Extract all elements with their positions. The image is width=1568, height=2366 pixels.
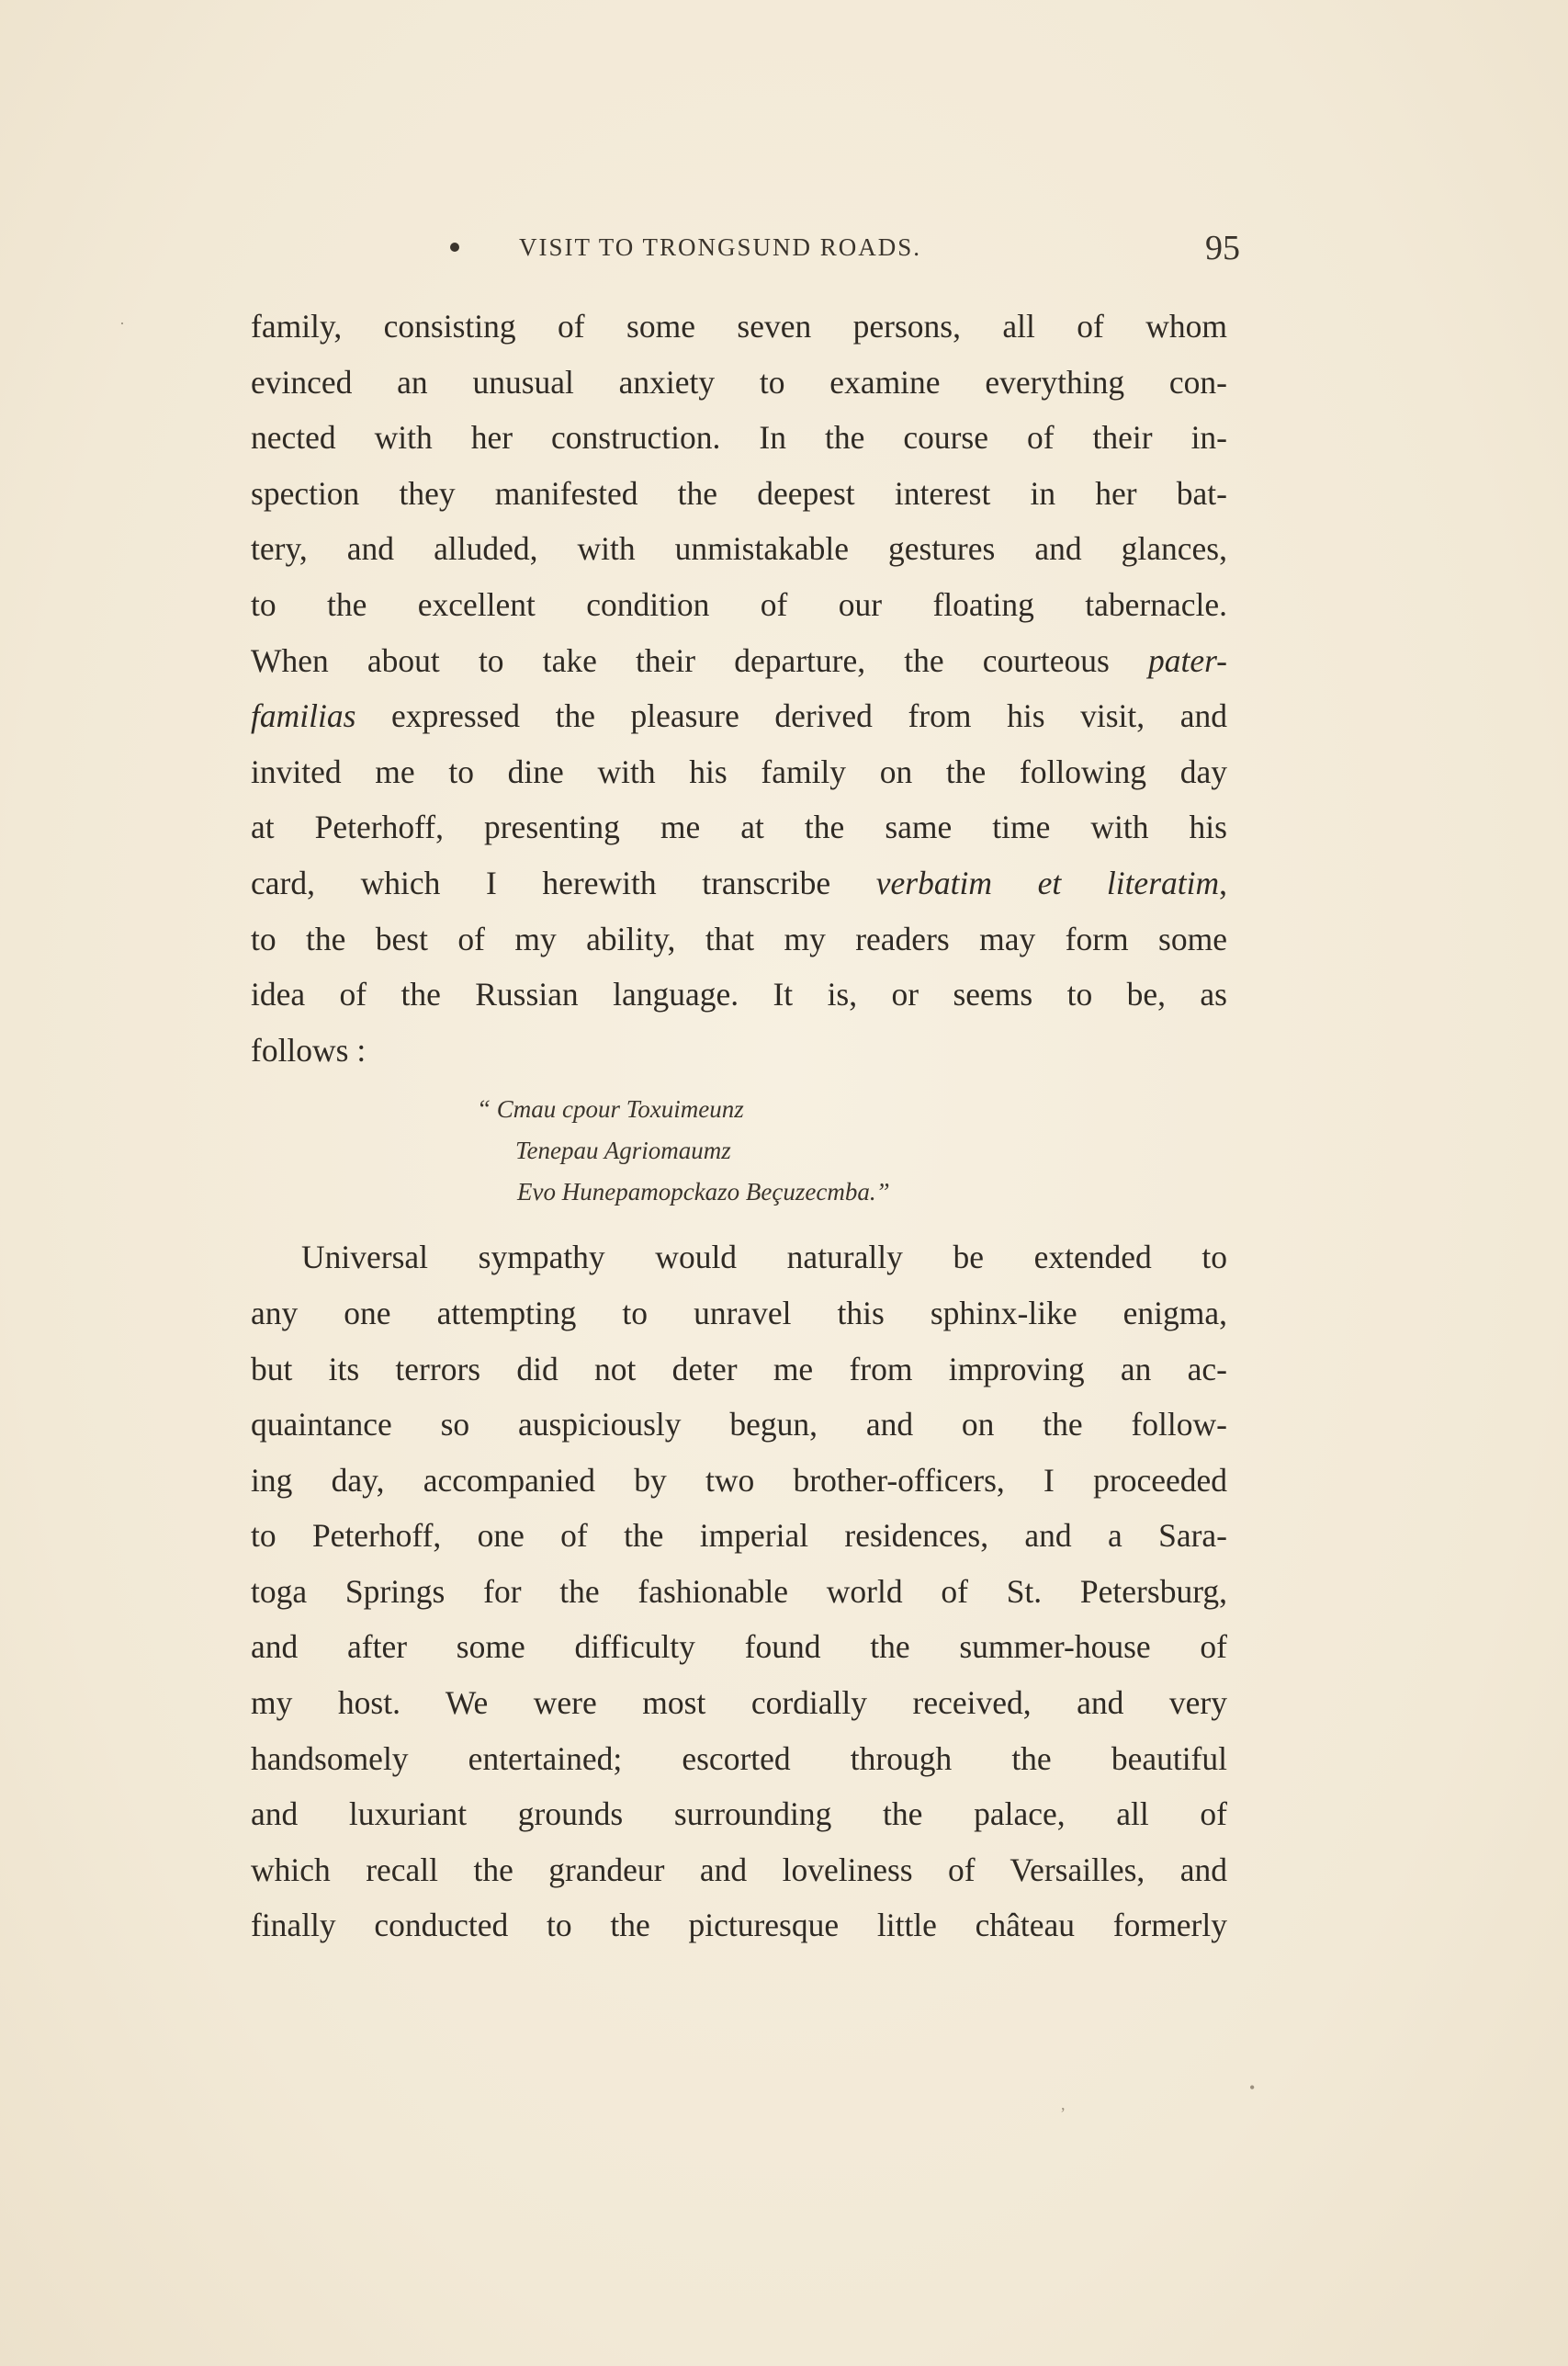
card-line: Evo Hunepamopckazo Beçuzecmba.” [517, 1178, 890, 1206]
page-number: 95 [1205, 229, 1240, 267]
text-run: , [1219, 864, 1227, 901]
text-run: When about to take their departure, the courteous [251, 641, 1148, 679]
text-line: to the best of my ability, that my readers may form some [251, 920, 1227, 957]
text-line: invited me to dine with his family on the following day [251, 753, 1227, 790]
text-line: to Peterhoff, one of the imperial residences, and a Sara- [251, 1517, 1227, 1555]
text-line: follows : [251, 1031, 367, 1069]
running-head-title: VISIT TO TRONGSUND ROADS. [519, 233, 922, 261]
text-line: at Peterhoff, presenting me at the same time with his [251, 809, 1227, 846]
text-line: family, consisting of some seven persons, all of whom [251, 308, 1227, 345]
text-line: but its terrors did not deter me from improving an ac- [251, 1350, 1227, 1387]
italic-phrase: verbatim et literatim [875, 864, 1220, 901]
calling-card-transcription [251, 1089, 1227, 1213]
text-line: and luxuriant grounds surrounding the palace, all of [251, 1795, 1227, 1833]
paper-speck-icon: • [1249, 2078, 1256, 2097]
text-line: spection they manifested the deepest interest in her bat- [251, 474, 1227, 512]
running-head [248, 230, 1240, 266]
body-text [251, 299, 1227, 1953]
text-line: to the excellent condition of our floating tabernacle. [251, 585, 1227, 623]
text-line [251, 855, 1227, 911]
text-line: which recall the grandeur and loveliness of Versailles, and [251, 1851, 1227, 1888]
text-line: quaintance so auspiciously begun, and on the follow- [251, 1406, 1227, 1443]
text-line: any one attempting to unravel this sphinx-like enigma, [251, 1294, 1227, 1331]
paragraph-1 [251, 299, 1227, 1078]
paper-speck-icon: · [119, 314, 125, 333]
text-line [251, 633, 1227, 689]
bullet-ornament-icon [450, 243, 459, 252]
text-line: handsomely entertained; escorted through the beautiful [251, 1739, 1227, 1777]
text-line: nected with her construction. In the course of their in- [251, 419, 1227, 457]
text-line: finally conducted to the picturesque little château formerly [251, 1907, 1227, 1944]
text-line: and after some difficulty found the summer-house of [251, 1628, 1227, 1666]
text-line: Universal sympathy would naturally be extended to [301, 1239, 1227, 1276]
card-line: Tenepau Agriomaumz [515, 1137, 731, 1165]
text-run: expressed the pleasure derived from his visit, and [355, 697, 1227, 735]
italic-phrase: familias [251, 697, 356, 735]
paper-speck-icon: , [1061, 2095, 1066, 2113]
text-line: my host. We were most cordially received, and very [251, 1684, 1227, 1722]
paragraph-2 [251, 1229, 1227, 1953]
text-line: evinced an unusual anxiety to examine everything con- [251, 363, 1227, 401]
text-line: tery, and alluded, with unmistakable gestures and glances, [251, 530, 1227, 568]
text-run: card, which I herewith transcribe [251, 864, 876, 901]
italic-phrase: pater- [1147, 641, 1227, 679]
card-line: “ Cmau cpour Toxuimeunz [477, 1095, 744, 1124]
text-line: ing day, accompanied by two brother-officers, I proceeded [251, 1461, 1227, 1499]
text-line: toga Springs for the fashionable world of St. Petersburg, [251, 1572, 1227, 1610]
text-line: idea of the Russian language. It is, or seems to be, as [251, 976, 1227, 1013]
text-line [251, 688, 1227, 744]
